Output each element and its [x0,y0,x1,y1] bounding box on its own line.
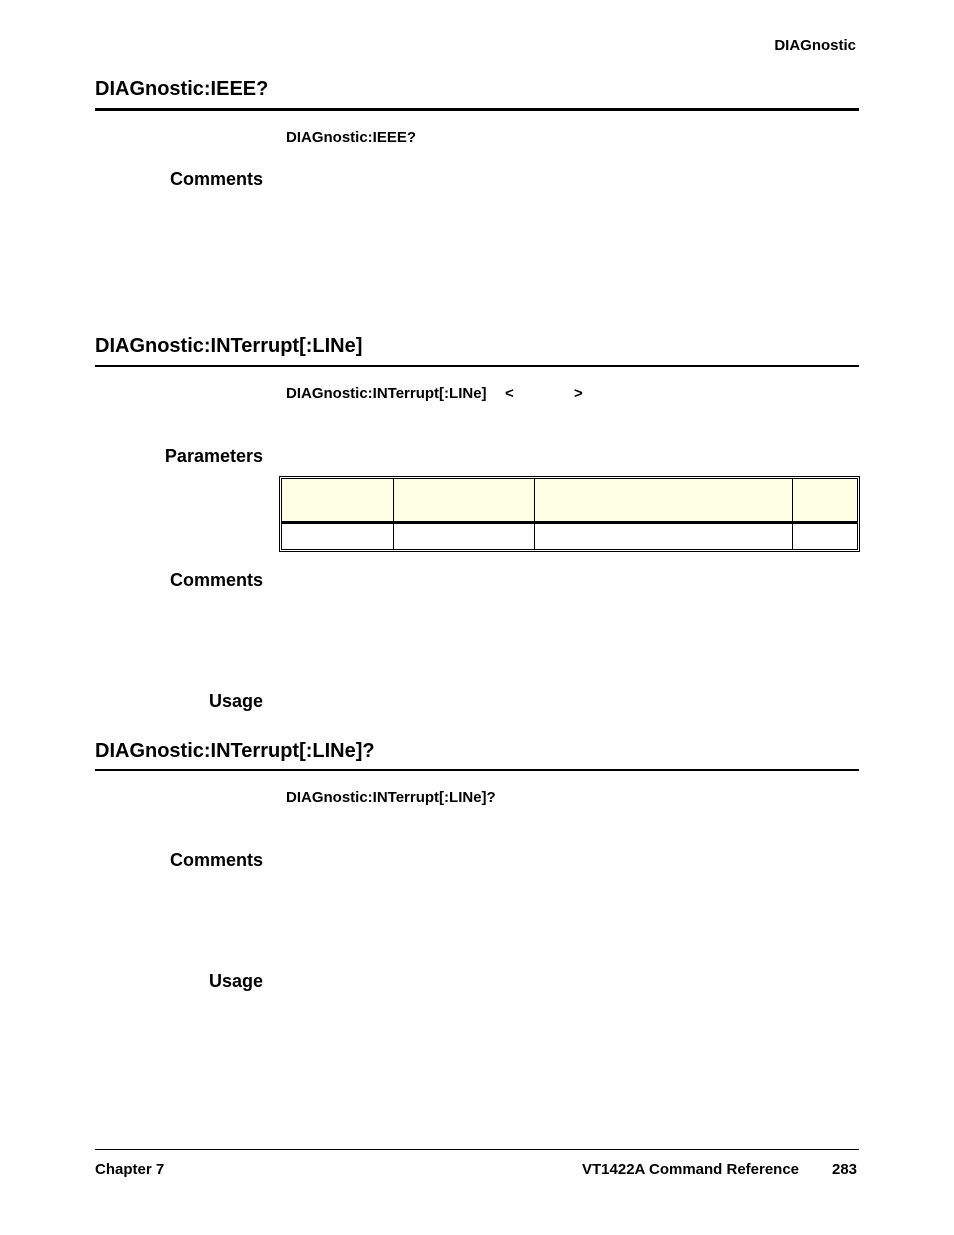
syntax-line-interrupt-query: DIAGnostic:INTerrupt[:LINe]? [286,789,496,806]
footer-title: VT1422A Command Reference [582,1161,800,1178]
section-heading-ieee: DIAGnostic:IEEE? [95,78,269,100]
comments-label: Comments [169,169,263,189]
table-row [282,523,857,551]
syntax-param-close: > [574,385,583,402]
parameters-table [279,476,860,552]
footer-chapter: Chapter 7 [95,1161,165,1178]
table-header-row [282,479,857,523]
running-head: DIAGnostic [774,37,856,54]
syntax-line-interrupt: DIAGnostic:INTerrupt[:LINe] [286,385,487,402]
table-cell [393,523,534,551]
comments-label: Comments [169,850,263,870]
heading-rule [95,108,859,111]
table-header-cell [792,479,857,523]
usage-label: Usage [208,971,263,991]
usage-label: Usage [208,691,263,711]
table-header-cell [534,479,792,523]
table-header-cell [282,479,393,523]
table-header-cell [393,479,534,523]
syntax-param-open: < [505,385,514,402]
footer-rule [95,1149,859,1150]
comments-label: Comments [169,570,263,590]
parameters-label: Parameters [164,446,263,466]
table-cell [792,523,857,551]
syntax-line-ieee: DIAGnostic:IEEE? [286,129,417,146]
section-heading-interrupt: DIAGnostic:INTerrupt[:LINe] [95,335,363,357]
table-cell [534,523,792,551]
heading-rule [95,365,859,367]
section-heading-interrupt-query: DIAGnostic:INTerrupt[:LINe]? [95,740,375,762]
footer-page-number: 283 [832,1161,858,1178]
table-cell [282,523,393,551]
heading-rule [95,769,859,771]
